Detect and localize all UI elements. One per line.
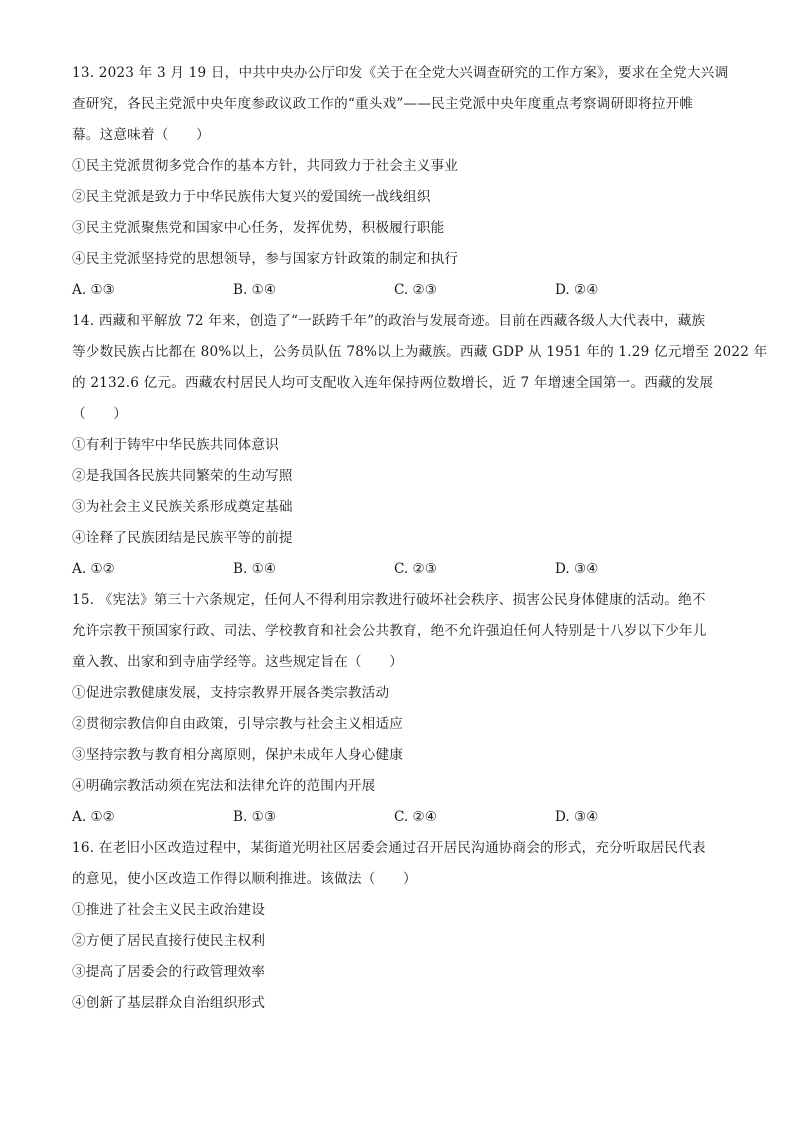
statement-1: ①民主党派贯彻多党合作的基本方针，共同致力于社会主义事业: [72, 158, 459, 174]
stem-line: 的 2132.6 亿元。西藏农村居民人均可支配收入连年保持两位数增长，近 7 年增速全国第一。西藏的发展: [72, 375, 714, 391]
question-stem: [72, 58, 729, 151]
option-d: D. ②④: [555, 282, 599, 298]
statement-3: ③民主党派聚焦党和国家中心任务，发挥优势，积极履行职能: [72, 220, 445, 236]
option-a: A. ①③: [72, 282, 115, 298]
stem-line: 14. 西藏和平解放 72 年来，创造了“一跃跨千年”的政治与发展奇迹。目前在西藏各级人大代表中，藏族: [72, 313, 706, 329]
exam-page: [72, 58, 768, 1019]
option-a: A. ①②: [72, 809, 115, 825]
statement-4: ④诠释了民族团结是民族平等的前提: [72, 530, 293, 546]
option-c: C. ②③: [394, 561, 437, 577]
statement-1: ①促进宗教健康发展，支持宗教界开展各类宗教活动: [72, 685, 390, 701]
stem-line: 等少数民族占比都在 80%以上，公务员队伍 78%以上为藏族。西藏 GDP 从 1951 年的 1.29 亿元增至 2022 年: [72, 344, 768, 360]
statement-4: ④民主党派坚持党的思想领导，参与国家方针政策的制定和执行: [72, 251, 459, 267]
option-b: B. ①④: [233, 282, 277, 298]
question-stem: [72, 833, 722, 895]
answer-options: [72, 802, 722, 833]
stem-line: 13. 2023 年 3 月 19 日，中共中央办公厅印发《关于在全党大兴调查研究的工作方案》，要求在全党大兴调: [72, 65, 729, 81]
statement-2: ②贯彻宗教信仰自由政策，引导宗教与社会主义相适应: [72, 716, 404, 732]
stem-line: 幕。这意味着（ ）: [72, 127, 210, 143]
question-stem: [72, 585, 722, 678]
statement-3: ③提高了居委会的行政管理效率: [72, 964, 266, 980]
stem-line: 15. 《宪法》第三十六条规定，任何人不得利用宗教进行破坏社会秩序、损害公民身体健康的活动。绝不: [72, 592, 706, 608]
stem-line: 童入教、出家和到寺庙学经等。这些规定旨在（ ）: [72, 654, 404, 670]
statement-4: ④创新了基层群众自治组织形式: [72, 995, 266, 1011]
option-a: A. ①②: [72, 561, 115, 577]
statement-2: ②是我国各民族共同繁荣的生动写照: [72, 468, 293, 484]
stem-line: 16. 在老旧小区改造过程中，某街道光明社区居委会通过召开居民沟通协商会的形式，充分听取居民代表: [72, 840, 706, 856]
option-c: C. ②④: [394, 809, 437, 825]
question-stem: [72, 306, 768, 430]
option-d: D. ③④: [555, 809, 599, 825]
statement-3: ③为社会主义民族关系形成奠定基础: [72, 499, 293, 515]
answer-options: [72, 275, 722, 306]
statement-2: ②民主党派是致力于中华民族伟大复兴的爱国统一战线组织: [72, 189, 431, 205]
statement-1: ①推进了社会主义民主政治建设: [72, 902, 266, 918]
option-c: C. ②③: [394, 282, 437, 298]
question-13: [72, 58, 729, 306]
stem-line: 允许宗教干预国家行政、司法、学校教育和社会公共教育，绝不允许强迫任何人特别是十八岁以下少年儿: [72, 623, 707, 639]
question-15: [72, 585, 722, 833]
statement-2: ②方便了居民直接行使民主权利: [72, 933, 266, 949]
stem-line: 查研究，各民主党派中央年度参政议政工作的“重头戏”——民主党派中央年度重点考察调研即将拉开帷: [72, 96, 694, 112]
question-14: [72, 306, 768, 585]
statement-3: ③坚持宗教与教育相分离原则，保护未成年人身心健康: [72, 747, 404, 763]
statement-4: ④明确宗教活动须在宪法和法律允许的范围内开展: [72, 778, 376, 794]
option-b: B. ①④: [233, 561, 277, 577]
option-b: B. ①③: [233, 809, 277, 825]
answer-options: [72, 554, 722, 585]
statement-1: ①有利于铸牢中华民族共同体意识: [72, 437, 279, 453]
stem-line: （ ）: [72, 406, 128, 422]
question-16: [72, 833, 722, 1019]
stem-line: 的意见，使小区改造工作得以顺利推进。该做法（ ）: [72, 871, 417, 887]
option-d: D. ③④: [555, 561, 599, 577]
